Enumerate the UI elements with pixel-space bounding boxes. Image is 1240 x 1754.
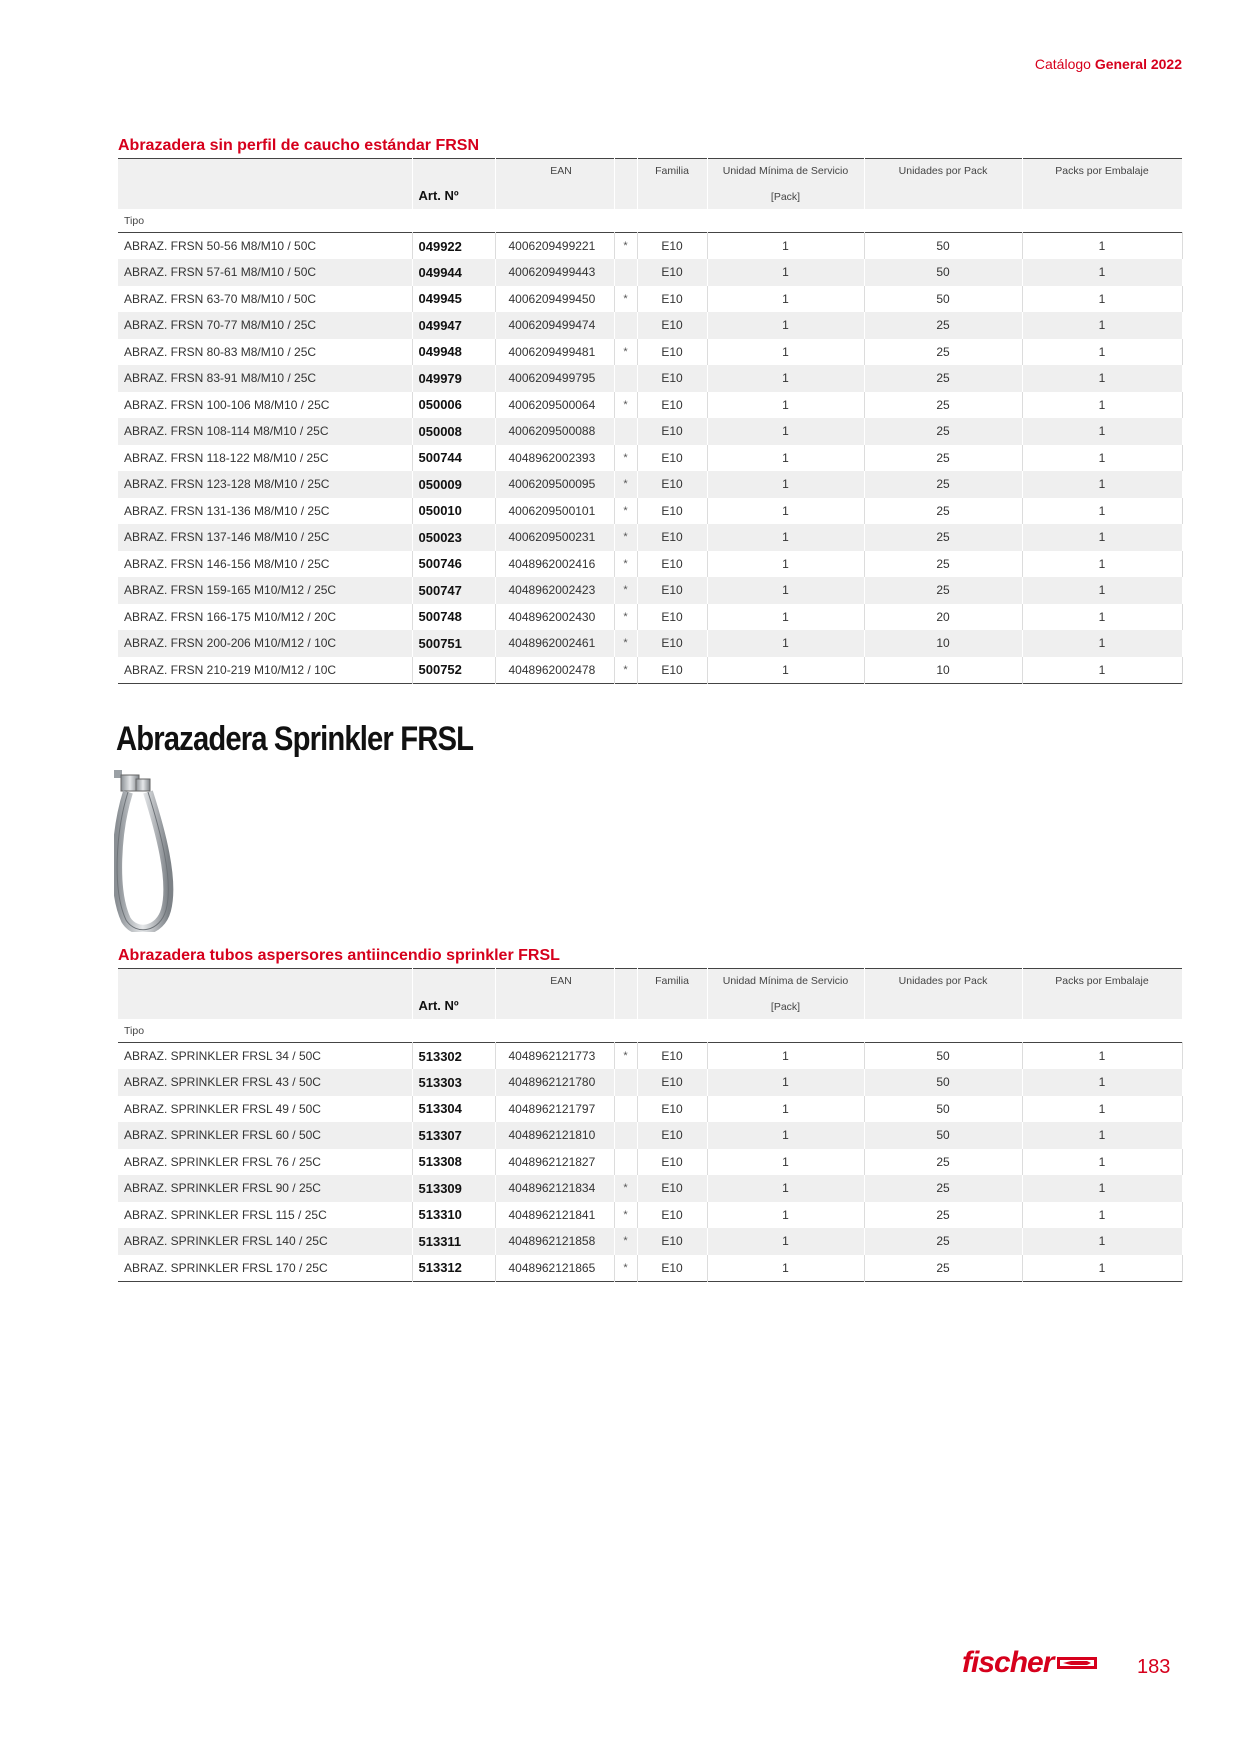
cell-art-number: 049944: [412, 259, 495, 286]
cell-unidad-minima: 1: [707, 471, 864, 498]
col-header-unidad-minima: [707, 969, 864, 1019]
cell-marker: *: [614, 1255, 637, 1282]
cell-ean: 4048962002393: [495, 445, 614, 472]
cell-art-number: 500746: [412, 551, 495, 578]
cell-familia: E10: [637, 1255, 707, 1282]
cell-tipo: ABRAZ. SPRINKLER FRSL 170 / 25C: [118, 1255, 412, 1282]
frsl-heading: Abrazadera Sprinkler FRSL: [116, 720, 474, 758]
cell-packs-embalaje: 1: [1022, 365, 1182, 392]
cell-packs-embalaje: 1: [1022, 1202, 1182, 1229]
cell-familia: E10: [637, 418, 707, 445]
table-row: [118, 1202, 1182, 1229]
cell-familia: E10: [637, 392, 707, 419]
cell-unidad-minima: 1: [707, 1175, 864, 1202]
col-header-unidad-minima-l1: Unidad Mínima de Servicio: [722, 975, 849, 987]
cell-tipo: ABRAZ. FRSN 57-61 M8/M10 / 50C: [118, 259, 412, 286]
cell-unidad-minima: 1: [707, 524, 864, 551]
cell-unidades-pack: 25: [864, 1202, 1022, 1229]
cell-familia: E10: [637, 1149, 707, 1176]
cell-marker: [614, 418, 637, 445]
cell-familia: E10: [637, 339, 707, 366]
cell-familia: E10: [637, 259, 707, 286]
col-header-tipo: Tipo: [124, 214, 145, 227]
cell-packs-embalaje: 1: [1022, 604, 1182, 631]
cell-familia: E10: [637, 312, 707, 339]
cell-packs-embalaje: 1: [1022, 1149, 1182, 1176]
cell-ean: 4006209499450: [495, 286, 614, 313]
cell-unidad-minima: 1: [707, 498, 864, 525]
col-header-art: Art. Nº: [412, 969, 495, 1019]
cell-art-number: 050023: [412, 524, 495, 551]
cell-unidad-minima: 1: [707, 577, 864, 604]
cell-art-number: 513312: [412, 1255, 495, 1282]
cell-unidades-pack: 50: [864, 1096, 1022, 1123]
cell-familia: E10: [637, 604, 707, 631]
cell-packs-embalaje: 1: [1022, 1043, 1182, 1070]
cell-familia: E10: [637, 551, 707, 578]
header-blank: [118, 969, 412, 1019]
page-number: 183: [1137, 1656, 1171, 1678]
cell-packs-embalaje: 1: [1022, 551, 1182, 578]
cell-unidades-pack: 25: [864, 577, 1022, 604]
cell-packs-embalaje: 1: [1022, 1069, 1182, 1096]
catalog-header: [1035, 56, 1182, 72]
table-row: [118, 630, 1182, 657]
cell-tipo: ABRAZ. SPRINKLER FRSL 115 / 25C: [118, 1202, 412, 1229]
cell-marker: *: [614, 286, 637, 313]
table-row: [118, 577, 1182, 604]
cell-unidades-pack: 50: [864, 259, 1022, 286]
cell-unidad-minima: 1: [707, 657, 864, 684]
cell-unidad-minima: 1: [707, 1149, 864, 1176]
table-row: [118, 445, 1182, 472]
cell-art-number: 500752: [412, 657, 495, 684]
cell-ean: 4048962121773: [495, 1043, 614, 1070]
cell-familia: E10: [637, 524, 707, 551]
cell-marker: *: [614, 604, 637, 631]
cell-unidad-minima: 1: [707, 312, 864, 339]
cell-unidades-pack: 50: [864, 1069, 1022, 1096]
cell-unidad-minima: 1: [707, 1255, 864, 1282]
cell-unidad-minima: 1: [707, 1069, 864, 1096]
cell-art-number: 049947: [412, 312, 495, 339]
table-row: [118, 365, 1182, 392]
cell-packs-embalaje: 1: [1022, 471, 1182, 498]
cell-unidades-pack: 25: [864, 312, 1022, 339]
cell-familia: E10: [637, 445, 707, 472]
cell-unidades-pack: 25: [864, 524, 1022, 551]
table-row: [118, 1228, 1182, 1255]
col-header-familia: Familia: [637, 159, 707, 209]
cell-unidad-minima: 1: [707, 1122, 864, 1149]
cell-art-number: 513310: [412, 1202, 495, 1229]
cell-ean: 4048962002423: [495, 577, 614, 604]
fischer-logo: [962, 1646, 1097, 1680]
cell-tipo: ABRAZ. FRSN 146-156 M8/M10 / 25C: [118, 551, 412, 578]
cell-tipo: ABRAZ. FRSN 210-219 M10/M12 / 10C: [118, 657, 412, 684]
cell-familia: E10: [637, 233, 707, 260]
cell-tipo: ABRAZ. FRSN 70-77 M8/M10 / 25C: [118, 312, 412, 339]
cell-ean: 4006209499474: [495, 312, 614, 339]
cell-packs-embalaje: 1: [1022, 312, 1182, 339]
cell-unidades-pack: 10: [864, 630, 1022, 657]
cell-marker: [614, 1149, 637, 1176]
table-row: [118, 339, 1182, 366]
col-header-star: [614, 969, 637, 1019]
cell-ean: 4048962002478: [495, 657, 614, 684]
brand-plug-icon: [1057, 1655, 1097, 1671]
cell-art-number: 500751: [412, 630, 495, 657]
cell-ean: 4048962002461: [495, 630, 614, 657]
cell-art-number: 513309: [412, 1175, 495, 1202]
cell-unidad-minima: 1: [707, 445, 864, 472]
table-row: [118, 657, 1182, 684]
cell-tipo: ABRAZ. FRSN 123-128 M8/M10 / 25C: [118, 471, 412, 498]
cell-packs-embalaje: 1: [1022, 392, 1182, 419]
frsn-table: [118, 158, 1183, 684]
cell-art-number: 050008: [412, 418, 495, 445]
cell-tipo: ABRAZ. FRSN 63-70 M8/M10 / 50C: [118, 286, 412, 313]
cell-art-number: 513308: [412, 1149, 495, 1176]
cell-marker: *: [614, 1175, 637, 1202]
cell-packs-embalaje: 1: [1022, 1228, 1182, 1255]
cell-unidades-pack: 25: [864, 365, 1022, 392]
cell-tipo: ABRAZ. SPRINKLER FRSL 90 / 25C: [118, 1175, 412, 1202]
cell-packs-embalaje: 1: [1022, 1175, 1182, 1202]
cell-art-number: 500744: [412, 445, 495, 472]
table-row: [118, 259, 1182, 286]
cell-ean: 4048962121841: [495, 1202, 614, 1229]
cell-unidades-pack: 25: [864, 1255, 1022, 1282]
cell-ean: 4006209500088: [495, 418, 614, 445]
cell-marker: [614, 1069, 637, 1096]
cell-unidad-minima: 1: [707, 1043, 864, 1070]
col-header-art: Art. Nº: [412, 159, 495, 209]
catalog-edition: General 2022: [1094, 56, 1182, 72]
cell-packs-embalaje: 1: [1022, 524, 1182, 551]
cell-ean: 4048962121797: [495, 1096, 614, 1123]
cell-familia: E10: [637, 1069, 707, 1096]
cell-familia: E10: [637, 657, 707, 684]
cell-unidades-pack: 25: [864, 392, 1022, 419]
cell-tipo: ABRAZ. SPRINKLER FRSL 60 / 50C: [118, 1122, 412, 1149]
cell-tipo: ABRAZ. FRSN 166-175 M10/M12 / 20C: [118, 604, 412, 631]
frsl-clamp-image: [114, 770, 176, 932]
cell-familia: E10: [637, 286, 707, 313]
cell-marker: *: [614, 445, 637, 472]
cell-packs-embalaje: 1: [1022, 498, 1182, 525]
cell-tipo: ABRAZ. FRSN 108-114 M8/M10 / 25C: [118, 418, 412, 445]
table-row: [118, 524, 1182, 551]
cell-familia: E10: [637, 577, 707, 604]
cell-unidades-pack: 50: [864, 233, 1022, 260]
table-row: [118, 471, 1182, 498]
cell-marker: [614, 312, 637, 339]
cell-unidades-pack: 10: [864, 657, 1022, 684]
table-row: [118, 1096, 1182, 1123]
cell-unidades-pack: 50: [864, 1043, 1022, 1070]
cell-unidad-minima: 1: [707, 630, 864, 657]
catalog-prefix: Catálogo: [1034, 56, 1091, 72]
cell-unidad-minima: 1: [707, 1202, 864, 1229]
cell-art-number: 050009: [412, 471, 495, 498]
cell-familia: E10: [637, 365, 707, 392]
cell-marker: [614, 1122, 637, 1149]
table-row: [118, 392, 1182, 419]
cell-art-number: 513303: [412, 1069, 495, 1096]
frsl-table: [118, 968, 1183, 1282]
cell-packs-embalaje: 1: [1022, 418, 1182, 445]
col-header-ean: EAN: [495, 159, 614, 209]
table-row: [118, 1149, 1182, 1176]
cell-packs-embalaje: 1: [1022, 657, 1182, 684]
cell-art-number: 050010: [412, 498, 495, 525]
cell-unidades-pack: 25: [864, 1175, 1022, 1202]
table-row: [118, 551, 1182, 578]
cell-unidad-minima: 1: [707, 339, 864, 366]
cell-unidad-minima: 1: [707, 1096, 864, 1123]
cell-tipo: ABRAZ. SPRINKLER FRSL 43 / 50C: [118, 1069, 412, 1096]
cell-marker: *: [614, 1228, 637, 1255]
cell-unidad-minima: 1: [707, 418, 864, 445]
cell-unidad-minima: 1: [707, 259, 864, 286]
cell-packs-embalaje: 1: [1022, 1096, 1182, 1123]
cell-packs-embalaje: 1: [1022, 259, 1182, 286]
cell-ean: 4048962121780: [495, 1069, 614, 1096]
cell-unidades-pack: 25: [864, 339, 1022, 366]
cell-tipo: ABRAZ. SPRINKLER FRSL 76 / 25C: [118, 1149, 412, 1176]
cell-ean: 4006209500101: [495, 498, 614, 525]
cell-unidades-pack: 25: [864, 551, 1022, 578]
header-blank: [118, 159, 412, 209]
cell-packs-embalaje: 1: [1022, 445, 1182, 472]
table-row: [118, 604, 1182, 631]
cell-unidad-minima: 1: [707, 233, 864, 260]
cell-art-number: 500747: [412, 577, 495, 604]
cell-unidad-minima: 1: [707, 365, 864, 392]
cell-art-number: 513304: [412, 1096, 495, 1123]
cell-packs-embalaje: 1: [1022, 233, 1182, 260]
cell-unidades-pack: 25: [864, 445, 1022, 472]
cell-ean: 4006209499221: [495, 233, 614, 260]
cell-ean: 4048962121810: [495, 1122, 614, 1149]
col-header-unidad-minima-l1: Unidad Mínima de Servicio: [722, 165, 849, 177]
cell-unidades-pack: 25: [864, 1149, 1022, 1176]
cell-familia: E10: [637, 498, 707, 525]
cell-unidad-minima: 1: [707, 551, 864, 578]
cell-familia: E10: [637, 1122, 707, 1149]
cell-packs-embalaje: 1: [1022, 286, 1182, 313]
cell-tipo: ABRAZ. FRSN 83-91 M8/M10 / 25C: [118, 365, 412, 392]
cell-tipo: ABRAZ. FRSN 100-106 M8/M10 / 25C: [118, 392, 412, 419]
col-header-ean: EAN: [495, 969, 614, 1019]
cell-packs-embalaje: 1: [1022, 630, 1182, 657]
cell-packs-embalaje: 1: [1022, 577, 1182, 604]
cell-ean: 4048962121865: [495, 1255, 614, 1282]
cell-familia: E10: [637, 630, 707, 657]
cell-art-number: 049922: [412, 233, 495, 260]
cell-art-number: 513307: [412, 1122, 495, 1149]
cell-marker: *: [614, 471, 637, 498]
cell-unidades-pack: 25: [864, 418, 1022, 445]
cell-unidad-minima: 1: [707, 392, 864, 419]
cell-ean: 4006209500095: [495, 471, 614, 498]
table-row: [118, 498, 1182, 525]
cell-marker: *: [614, 551, 637, 578]
cell-familia: E10: [637, 471, 707, 498]
cell-marker: [614, 1096, 637, 1123]
cell-tipo: ABRAZ. FRSN 131-136 M8/M10 / 25C: [118, 498, 412, 525]
cell-unidades-pack: 25: [864, 498, 1022, 525]
cell-tipo: ABRAZ. FRSN 200-206 M10/M12 / 10C: [118, 630, 412, 657]
cell-unidad-minima: 1: [707, 1228, 864, 1255]
col-header-packs-embalaje: Packs por Embalaje: [1022, 969, 1182, 1019]
col-header-unidades-pack: Unidades por Pack: [864, 969, 1022, 1019]
col-header-star: [614, 159, 637, 209]
cell-marker: *: [614, 233, 637, 260]
cell-art-number: 513302: [412, 1043, 495, 1070]
table-row: [118, 1122, 1182, 1149]
cell-ean: 4048962121858: [495, 1228, 614, 1255]
table-row: [118, 233, 1182, 260]
frsn-section-title: Abrazadera sin perfil de caucho estándar FRSN: [118, 137, 479, 154]
cell-ean: 4006209499443: [495, 259, 614, 286]
cell-ean: 4048962002416: [495, 551, 614, 578]
cell-ean: 4006209499795: [495, 365, 614, 392]
cell-ean: 4006209500064: [495, 392, 614, 419]
table-row: [118, 312, 1182, 339]
cell-art-number: 513311: [412, 1228, 495, 1255]
cell-unidades-pack: 20: [864, 604, 1022, 631]
brand-wordmark: fischer: [962, 1646, 1054, 1679]
cell-ean: 4048962121827: [495, 1149, 614, 1176]
col-header-tipo: Tipo: [124, 1024, 145, 1037]
cell-art-number: 049948: [412, 339, 495, 366]
cell-packs-embalaje: 1: [1022, 339, 1182, 366]
cell-ean: 4048962002430: [495, 604, 614, 631]
cell-familia: E10: [637, 1175, 707, 1202]
cell-familia: E10: [637, 1202, 707, 1229]
table-row: [118, 1043, 1182, 1070]
col-header-familia: Familia: [637, 969, 707, 1019]
cell-ean: 4006209500231: [495, 524, 614, 551]
frsl-section-title: Abrazadera tubos aspersores antiincendio sprinkler FRSL: [118, 947, 560, 964]
cell-unidades-pack: 50: [864, 286, 1022, 313]
cell-art-number: 050006: [412, 392, 495, 419]
col-header-unidades-pack: Unidades por Pack: [864, 159, 1022, 209]
cell-ean: 4006209499481: [495, 339, 614, 366]
cell-marker: *: [614, 630, 637, 657]
cell-marker: *: [614, 498, 637, 525]
cell-marker: *: [614, 657, 637, 684]
cell-unidad-minima: 1: [707, 604, 864, 631]
cell-tipo: ABRAZ. FRSN 50-56 M8/M10 / 50C: [118, 233, 412, 260]
cell-unidades-pack: 25: [864, 471, 1022, 498]
cell-tipo: ABRAZ. FRSN 137-146 M8/M10 / 25C: [118, 524, 412, 551]
col-header-unidad-minima: [707, 159, 864, 209]
cell-unidades-pack: 25: [864, 1228, 1022, 1255]
cell-tipo: ABRAZ. FRSN 118-122 M8/M10 / 25C: [118, 445, 412, 472]
cell-marker: *: [614, 339, 637, 366]
cell-unidad-minima: 1: [707, 286, 864, 313]
table-row: [118, 286, 1182, 313]
col-header-unidad-minima-l2: [Pack]: [770, 191, 801, 203]
cell-marker: *: [614, 577, 637, 604]
cell-familia: E10: [637, 1043, 707, 1070]
cell-unidades-pack: 50: [864, 1122, 1022, 1149]
cell-tipo: ABRAZ. FRSN 159-165 M10/M12 / 25C: [118, 577, 412, 604]
col-header-packs-embalaje: Packs por Embalaje: [1022, 159, 1182, 209]
cell-marker: *: [614, 1202, 637, 1229]
table-row: [118, 1069, 1182, 1096]
cell-marker: *: [614, 1043, 637, 1070]
cell-tipo: ABRAZ. SPRINKLER FRSL 49 / 50C: [118, 1096, 412, 1123]
cell-familia: E10: [637, 1228, 707, 1255]
table-row: [118, 418, 1182, 445]
table-row: [118, 1175, 1182, 1202]
cell-marker: *: [614, 524, 637, 551]
cell-art-number: 049979: [412, 365, 495, 392]
cell-art-number: 049945: [412, 286, 495, 313]
cell-packs-embalaje: 1: [1022, 1122, 1182, 1149]
cell-tipo: ABRAZ. SPRINKLER FRSL 34 / 50C: [118, 1043, 412, 1070]
cell-tipo: ABRAZ. FRSN 80-83 M8/M10 / 25C: [118, 339, 412, 366]
cell-marker: [614, 365, 637, 392]
cell-tipo: ABRAZ. SPRINKLER FRSL 140 / 25C: [118, 1228, 412, 1255]
col-header-unidad-minima-l2: [Pack]: [770, 1001, 801, 1013]
cell-marker: [614, 259, 637, 286]
cell-marker: *: [614, 392, 637, 419]
cell-familia: E10: [637, 1096, 707, 1123]
cell-art-number: 500748: [412, 604, 495, 631]
table-row: [118, 1255, 1182, 1282]
cell-packs-embalaje: 1: [1022, 1255, 1182, 1282]
cell-ean: 4048962121834: [495, 1175, 614, 1202]
